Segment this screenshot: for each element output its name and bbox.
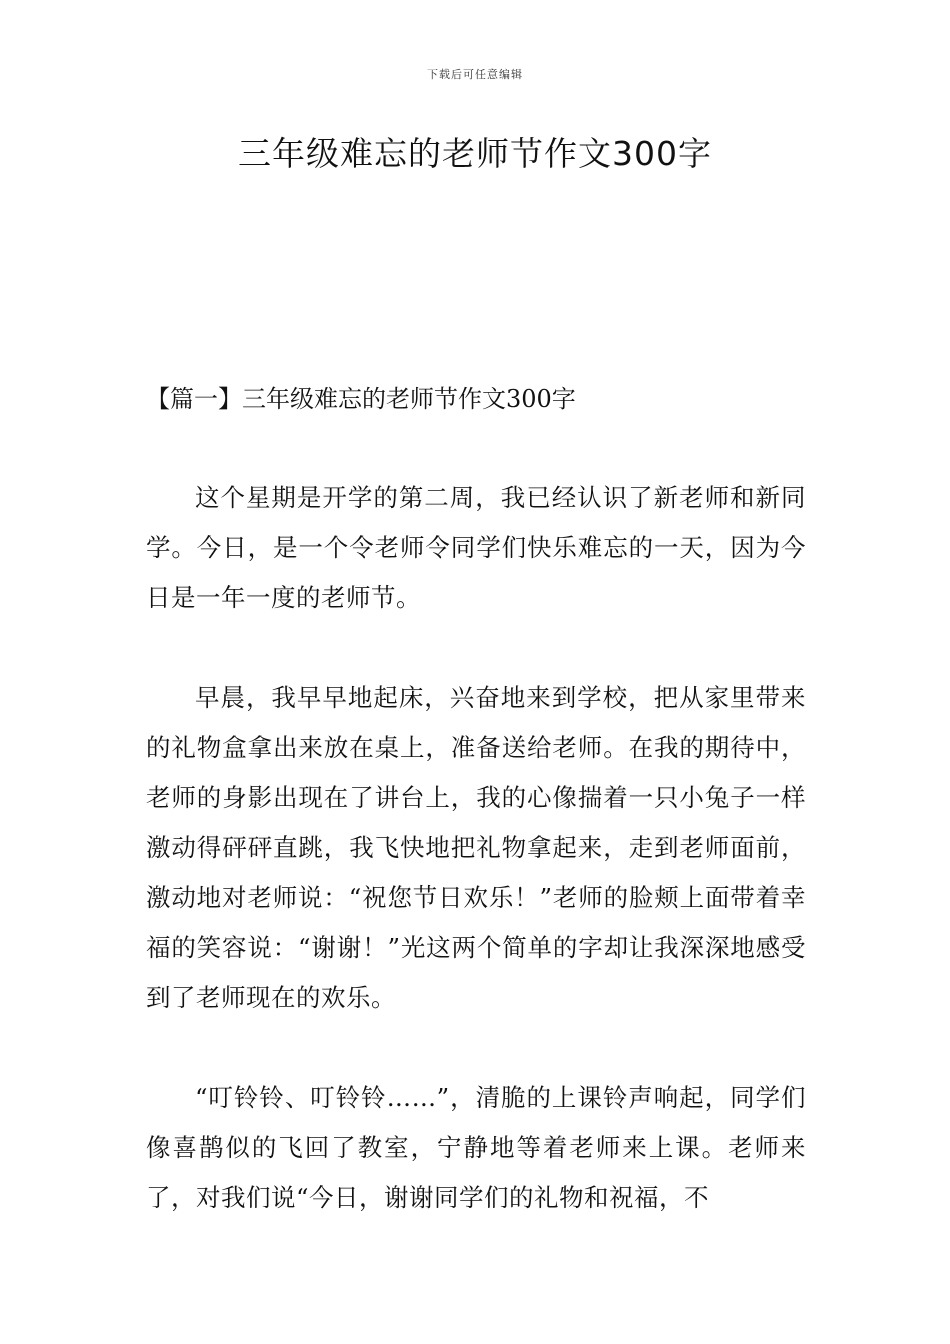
paragraph-3: “叮铃铃、叮铃铃……”，清脆的上课铃声响起，同学们像喜鹊似的飞回了教室，宁静地等着老师来上课。老师来了，对我们说“今日，谢谢同学们的礼物和祝福，不 [146,1083,806,1212]
document-title: 三年级难忘的老师节作文300字 [238,134,712,173]
section-heading: 【篇一】三年级难忘的老师节作文300字 [146,385,576,413]
body-text [146,473,806,1273]
paragraph-1: 这个星期是开学的第二周，我已经认识了新老师和新同学。今日，是一个令老师令同学们快乐难忘的一天，因为今日是一年一度的老师节。 [146,483,806,612]
paragraph-2: 早晨，我早早地起床，兴奋地来到学校，把从家里带来的礼物盒拿出来放在桌上，准备送给老师。在我的期待中，老师的身影出现在了讲台上，我的心像揣着一只小兔子一样激动得砰砰直跳，我飞快地把礼物拿起来，走到老师面前，激动地对老师说：“祝您节日欢乐！”老师的脸颊上面带着幸福的笑容说：“谢谢！”光这两个简单的字却让我深深地感受到了老师现在的欢乐。 [146,683,806,1012]
header-note: 下载后可任意编辑 [427,68,523,81]
